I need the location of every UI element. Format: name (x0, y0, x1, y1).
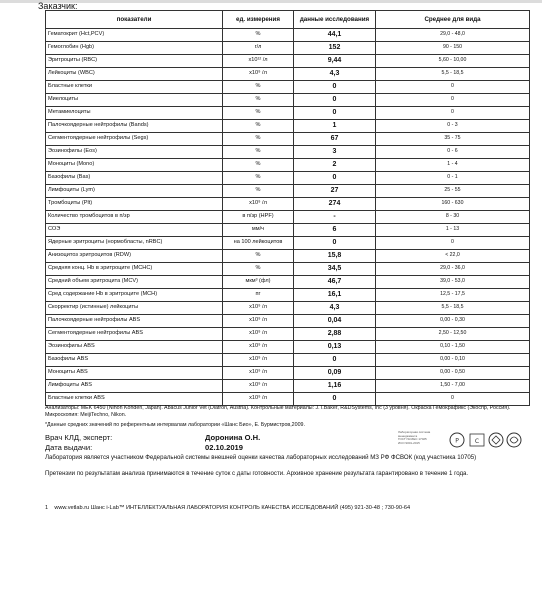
unit-value: мм/ч (223, 224, 294, 237)
reference-note: *Данные средних значений по референтным интервалам лаборатории «Шанс Био», Е. Бурмистров,2009. (45, 422, 305, 428)
parameter-name: Сегментоядерные нейтрофилы (Segs) (46, 133, 223, 146)
table-row (46, 159, 530, 172)
unit-value: % (223, 81, 294, 94)
reference-range: 5,5 - 18,5 (376, 302, 530, 315)
result-value: 2,88 (294, 328, 376, 341)
result-value: 0,09 (294, 367, 376, 380)
claims-note: Претензии по результатам анализа принимаются в течение суток с даты готовности. Архивное хранение результата гарантировано в течение 1 года. (45, 470, 469, 477)
table-row (46, 380, 530, 393)
result-value: 2 (294, 159, 376, 172)
reference-range: 0 (376, 81, 530, 94)
result-value: 46,7 (294, 276, 376, 289)
reference-range: 39,0 - 53,0 (376, 276, 530, 289)
analyzers-note: Анализаторы: MEK 6450 (Nihon Kohden, Japan). Abacus Junior Vet (Diatron, Austria). Контрольные материалы: J.T.Baker, R&DSystems, Inc (3 уровня). Окраска Гемоkрафикс (Экоспр, Россия). Микроскопия: MeijiTechno, Nikon. (45, 405, 511, 418)
column-header-unit: ед. измерения (223, 11, 294, 29)
unit-value: х10⁹ /л (223, 302, 294, 315)
unit-value: в п/зр (HPF) (223, 211, 294, 224)
reference-range: 29,0 - 48,0 (376, 29, 530, 42)
table-row (46, 289, 530, 302)
result-value: 9,44 (294, 55, 376, 68)
parameter-name: Палочкоядерные нейтрофилы (Bands) (46, 120, 223, 133)
svg-text:С: С (474, 438, 480, 445)
table-row (46, 133, 530, 146)
unit-value: х10⁹ /л (223, 367, 294, 380)
reference-range: 25 - 55 (376, 185, 530, 198)
result-value: 0,13 (294, 341, 376, 354)
reference-range: 0 (376, 94, 530, 107)
footer-text: www.vetlab.ru Шанс i-Lab™ ИНТЕЛЛЕКТУАЛЬНАЯ ЛАБОРАТОРИЯ КОНТРОЛЬ КАЧЕСТВА ИССЛЕДОВАНИЙ (495) 921-30-48 ; 730-90-64 (54, 505, 411, 511)
unit-value: мкм³ (фл) (223, 276, 294, 289)
parameter-name: Тромбоциты (Plt) (46, 198, 223, 211)
column-header-parameter: показатели (46, 11, 223, 29)
table-row (46, 146, 530, 159)
reference-range: 0 - 6 (376, 146, 530, 159)
table-row (46, 29, 530, 42)
result-value: 4,3 (294, 302, 376, 315)
parameter-name: Сегментоядерные нейтрофилы ABS (46, 328, 223, 341)
reference-range: 0 - 3 (376, 120, 530, 133)
reference-range: 2,50 - 12,50 (376, 328, 530, 341)
result-value: 67 (294, 133, 376, 146)
parameter-name: Эозинофилы (Eos) (46, 146, 223, 159)
table-row (46, 107, 530, 120)
reference-range: 0,10 - 1,50 (376, 341, 530, 354)
page-number: 1 (45, 505, 49, 511)
parameter-name: Гемоглобин (Hgb) (46, 42, 223, 55)
parameter-name: Лимфоциты (Lym) (46, 185, 223, 198)
unit-value: % (223, 133, 294, 146)
stamp-line: ГОСТ ISO/IEC 17025 (398, 437, 427, 442)
unit-value: х10⁹ /л (223, 315, 294, 328)
reference-range: 90 - 150 (376, 42, 530, 55)
result-value: - (294, 211, 376, 224)
reference-range: 35 - 75 (376, 133, 530, 146)
parameter-name: Анизоцитоз эритроцитов (RDW) (46, 250, 223, 263)
unit-value: % (223, 250, 294, 263)
page-footer (45, 505, 410, 511)
unit-value: % (223, 146, 294, 159)
issue-date-value: 02.10.2019 (205, 443, 244, 452)
result-value: 0 (294, 94, 376, 107)
parameter-name: Средний объем эритроцита (MCV) (46, 276, 223, 289)
accreditation-stamp (398, 430, 526, 450)
parameter-name: Миелоциты (46, 94, 223, 107)
result-value: 27 (294, 185, 376, 198)
reference-range: 5,60 - 10,00 (376, 55, 530, 68)
unit-value: х10¹² /л (223, 55, 294, 68)
reference-range: 0 (376, 393, 530, 406)
result-value: 0,04 (294, 315, 376, 328)
reference-range: 12,5 - 17,5 (376, 289, 530, 302)
result-value: 0 (294, 172, 376, 185)
table-row (46, 224, 530, 237)
table-row (46, 367, 530, 380)
result-value: 4,3 (294, 68, 376, 81)
table-row (46, 55, 530, 68)
table-row (46, 198, 530, 211)
result-value: 3 (294, 146, 376, 159)
result-value: 1 (294, 120, 376, 133)
reference-range: 5,5 - 18,5 (376, 68, 530, 81)
result-value: 274 (294, 198, 376, 211)
parameter-name: Эозинофилы ABS (46, 341, 223, 354)
table-row (46, 276, 530, 289)
parameter-name: Метамиелоциты (46, 107, 223, 120)
table-row (46, 68, 530, 81)
parameter-name: Средняя конц. Hb в эритроците (MCHC) (46, 263, 223, 276)
table-row (46, 315, 530, 328)
certification-logos-icon (448, 431, 524, 449)
reference-range: 0,00 - 0,30 (376, 315, 530, 328)
unit-value: х10⁹ /л (223, 341, 294, 354)
results-table (45, 10, 530, 406)
unit-value: % (223, 159, 294, 172)
stamp-line: ИСО 9001-2015 (398, 440, 420, 445)
unit-value: х10⁹ /л (223, 393, 294, 406)
unit-value: % (223, 107, 294, 120)
unit-value: % (223, 263, 294, 276)
table-row (46, 328, 530, 341)
unit-value: на 100 лейкоцитов (223, 237, 294, 250)
result-value: 0 (294, 81, 376, 94)
reference-range: 0 (376, 107, 530, 120)
parameter-name: Палочкоядерные нейтрофилы ABS (46, 315, 223, 328)
parameter-name: Базофилы (Bas) (46, 172, 223, 185)
table-row (46, 185, 530, 198)
svg-text:Р: Р (455, 437, 459, 445)
doctor-name: Доронина О.Н. (205, 433, 261, 442)
reference-range: 160 - 630 (376, 198, 530, 211)
results-table-header (46, 11, 530, 29)
result-value: 152 (294, 42, 376, 55)
result-value: 15,8 (294, 250, 376, 263)
column-header-result: данные исследования (294, 11, 376, 29)
reference-range: 8 - 30 (376, 211, 530, 224)
top-strip (0, 0, 542, 3)
customer-label: Заказчик: (38, 1, 78, 11)
unit-value: х10⁹ /л (223, 68, 294, 81)
reference-range: 1,50 - 7,00 (376, 380, 530, 393)
parameter-name: Скорректир (истинные) лейкоциты (46, 302, 223, 315)
table-row (46, 81, 530, 94)
table-row (46, 302, 530, 315)
table-row (46, 42, 530, 55)
parameter-name: Бластные клетки (46, 81, 223, 94)
unit-value: % (223, 185, 294, 198)
table-row (46, 341, 530, 354)
result-value: 0 (294, 237, 376, 250)
reference-range: 0,00 - 0,50 (376, 367, 530, 380)
reference-range: 1 - 4 (376, 159, 530, 172)
reference-range: 1 - 13 (376, 224, 530, 237)
table-row (46, 263, 530, 276)
table-row (46, 211, 530, 224)
table-row (46, 120, 530, 133)
doctor-row (45, 433, 261, 442)
result-value: 0 (294, 393, 376, 406)
table-row (46, 250, 530, 263)
table-row (46, 237, 530, 250)
unit-value: г/л (223, 42, 294, 55)
unit-value: х10⁹ /л (223, 328, 294, 341)
parameter-name: Количество тромбоцитов в п/зр (46, 211, 223, 224)
result-value: 16,1 (294, 289, 376, 302)
unit-value: % (223, 29, 294, 42)
stamp-line: Лабораторная система менеджмента (398, 430, 431, 438)
parameter-name: Бластные клетки ABS (46, 393, 223, 406)
result-value: 34,5 (294, 263, 376, 276)
result-value: 1,16 (294, 380, 376, 393)
result-value: 0 (294, 354, 376, 367)
result-value: 44,1 (294, 29, 376, 42)
parameter-name: Гематокрит (Hct,PCV) (46, 29, 223, 42)
unit-value: % (223, 120, 294, 133)
reference-range: < 22,0 (376, 250, 530, 263)
parameter-name: Лейкоциты (WBC) (46, 68, 223, 81)
parameter-name: Эритроциты (RBC) (46, 55, 223, 68)
parameter-name: Базофилы ABS (46, 354, 223, 367)
table-row (46, 393, 530, 406)
issue-date-row (45, 443, 244, 452)
reference-range: 0 (376, 237, 530, 250)
unit-value: х10⁹ /л (223, 198, 294, 211)
table-row (46, 354, 530, 367)
parameter-name: СОЭ (46, 224, 223, 237)
unit-value: х10⁹ /л (223, 354, 294, 367)
reference-range: 0,00 - 0,10 (376, 354, 530, 367)
parameter-name: Ядерные эритроциты (нормобласты, nRBC) (46, 237, 223, 250)
fsvok-participation-note: Лаборатория является участником Федеральной системы внешней оценки качества лабораторных исследований МЗ РФ ФСВОК (код участника 10705) (45, 454, 477, 461)
unit-value: пг (223, 289, 294, 302)
reference-range: 29,0 - 36,0 (376, 263, 530, 276)
parameter-name: Сред содержание Hb в эритроците (MCH) (46, 289, 223, 302)
reference-range: 0 - 1 (376, 172, 530, 185)
table-row (46, 172, 530, 185)
result-value: 6 (294, 224, 376, 237)
unit-value: х10⁹ /л (223, 380, 294, 393)
column-header-reference: Среднее для вида (376, 11, 530, 29)
doctor-label: Врач КЛД, эксперт: (45, 433, 113, 442)
issue-date-label: Дата выдачи: (45, 443, 93, 452)
parameter-name: Моноциты ABS (46, 367, 223, 380)
unit-value: % (223, 172, 294, 185)
parameter-name: Моноциты (Mono) (46, 159, 223, 172)
result-value: 0 (294, 107, 376, 120)
parameter-name: Лимфоциты ABS (46, 380, 223, 393)
unit-value: % (223, 94, 294, 107)
table-row (46, 94, 530, 107)
